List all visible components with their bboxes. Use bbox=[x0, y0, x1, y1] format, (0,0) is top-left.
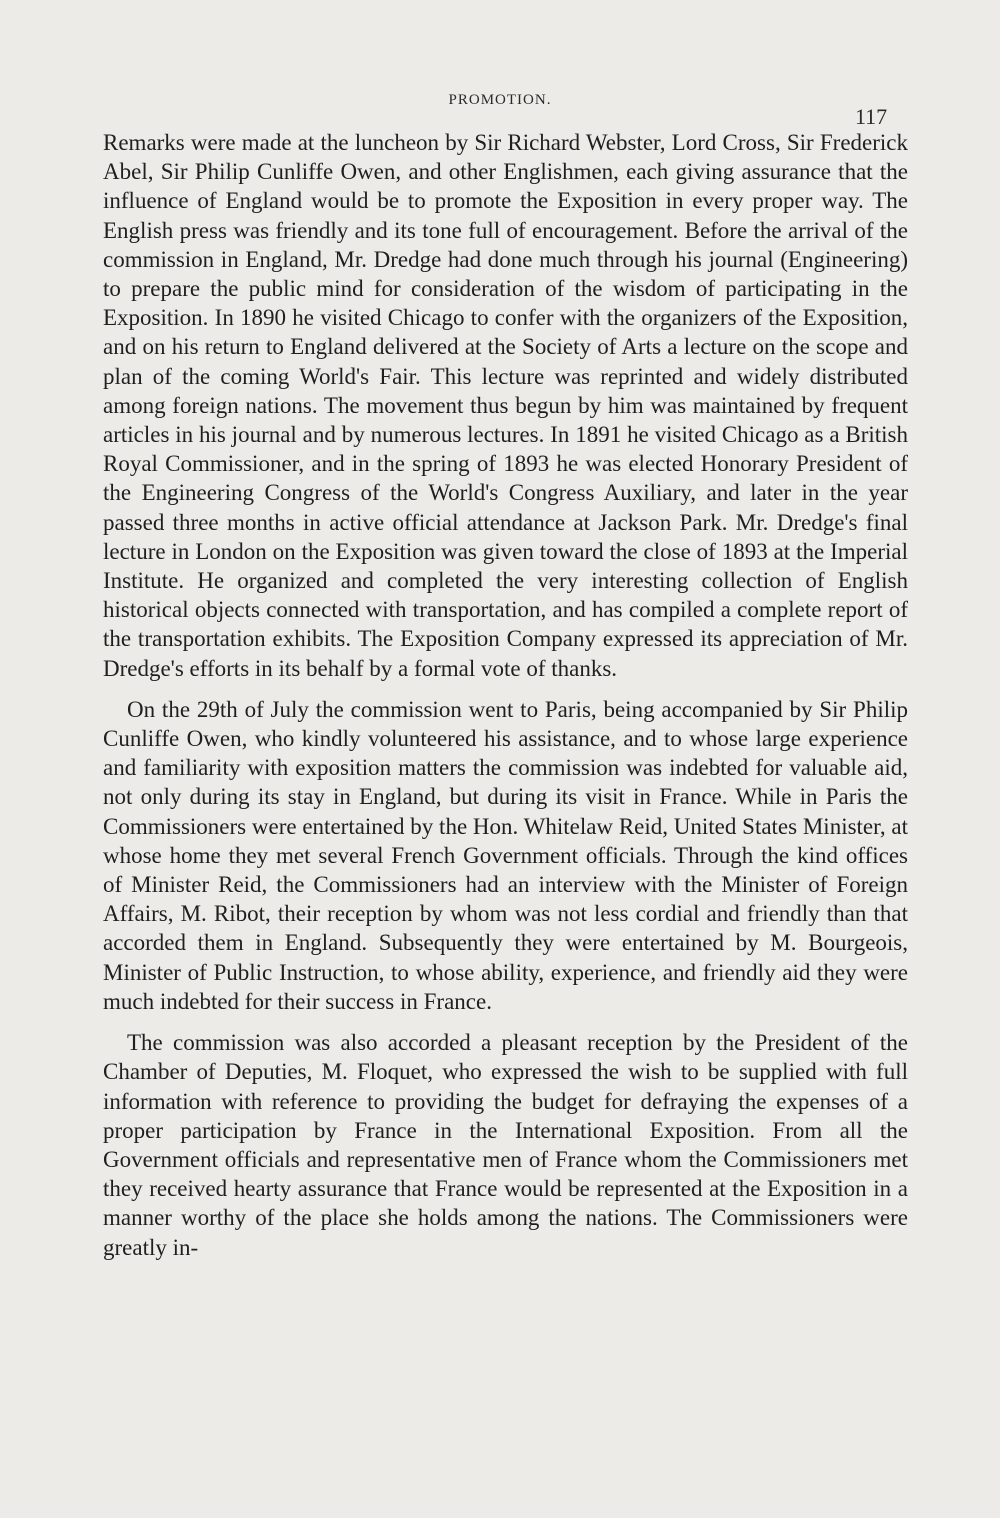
running-head: PROMOTION. bbox=[448, 92, 552, 108]
paragraph: On the 29th of July the commission went to Paris, being accompanied by Sir Philip Cunliffe Owen, who kindly volunteered his assistance, and to whose large experience and familiarity with exposition matters the commission was indebted for valuable aid, not only during its stay in England, but during its visit in France. While in Paris the Commissioners were entertained by the Hon. Whitelaw Reid, United States Minister, at whose home they met several French Government officials. Through the kind offices of Minister Reid, the Commissioners had an interview with the Minister of Foreign Affairs, M. Ribot, their reception by whom was not less cordial and friendly than that accorded them in England. Subsequently they were entertained by M. Bourgeois, Minister of Public Instruction, to whose ability, experience, and friendly aid they were much indebted for their success in France. bbox=[103, 696, 908, 1014]
body-text bbox=[103, 128, 908, 1262]
paragraph: Remarks were made at the luncheon by Sir Richard Webster, Lord Cross, Sir Frederick Abel, Sir Philip Cunliffe Owen, and other Englishmen, each giving assurance that the influence of England would be to promote the Exposition in every proper way. The English press was friendly and its tone full of encouragement. Before the arrival of the commission in England, Mr. Dredge had done much through his journal (Engineering) to prepare the public mind for consideration of the wisdom of participating in the Exposition. In 1890 he visited Chicago to confer with the organizers of the Exposition, and on his return to England delivered at the Society of Arts a lecture on the scope and plan of the coming World's Fair. This lecture was reprinted and widely distributed among foreign nations. The movement thus begun by him was maintained by frequent articles in his journal and by numerous lectures. In 1891 he visited Chicago as a British Royal Commissioner, and in the spring of 1893 he was elected Honorary President of the Engineering Congress of the World's Congress Auxiliary, and later in the year passed three months in active official attendance at Jackson Park. Mr. Dredge's final lecture in London on the Exposition was given toward the close of 1893 at the Imperial Institute. He organized and completed the very interesting collection of English historical objects connected with transportation, and has compiled a complete report of the transportation exhibits. The Exposition Company expressed its appreciation of Mr. Dredge's efforts in its behalf by a formal vote of thanks. bbox=[103, 130, 908, 681]
page-number: 117 bbox=[855, 104, 888, 129]
paragraph: The commission was also accorded a pleasant reception by the President of the Chamber of Deputies, M. Floquet, who expressed the wish to be supplied with full information with reference to providing the budget for defraying the expenses of a proper participation by France in the International Exposition. From all the Government officials and representative men of France whom the Commissioners met they received hearty assurance that France would be represented at the Exposition in a manner worthy of the place she holds among the nations. The Commissioners were greatly in- bbox=[103, 1030, 908, 1260]
